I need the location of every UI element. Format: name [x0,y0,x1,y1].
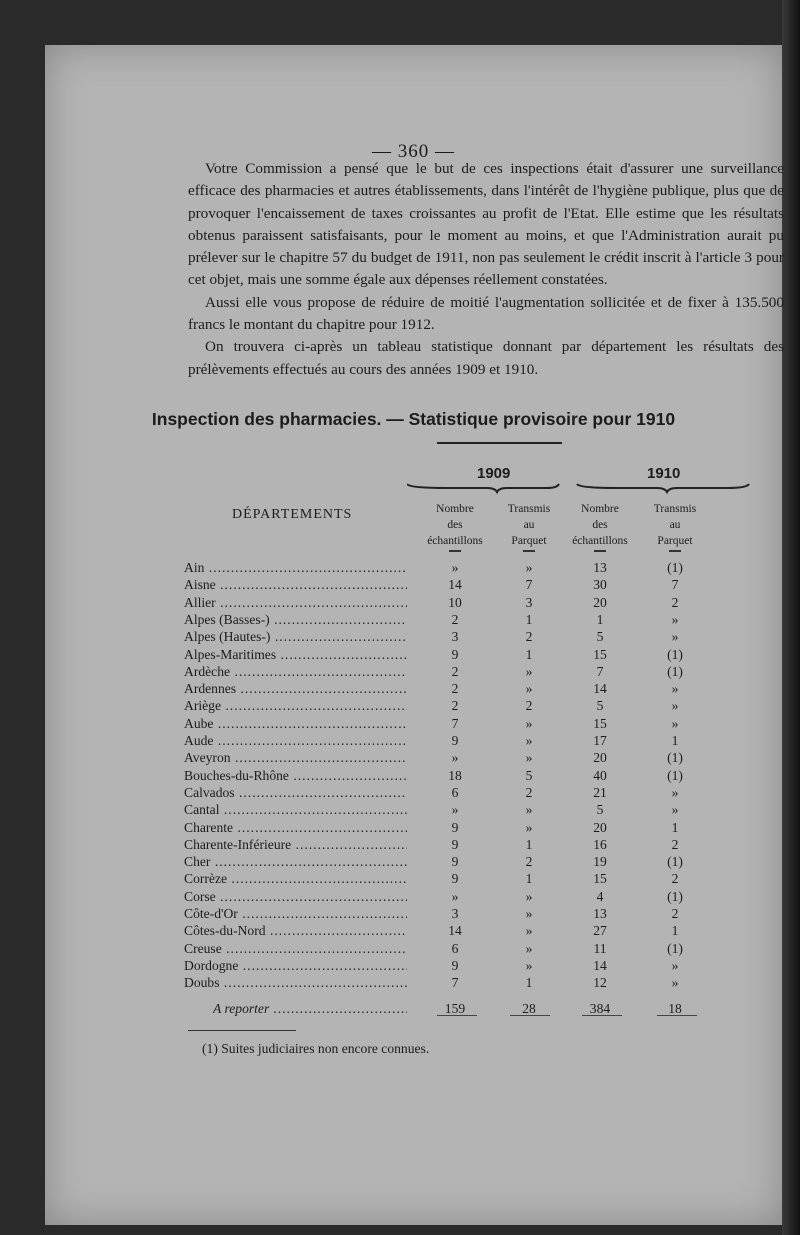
cell-1910-transmitted: 2 [671,906,679,921]
department-name: Corse ..... [184,889,407,905]
cell-1910-samples: 19 [593,854,607,870]
cell-1910-samples: 16 [593,836,607,852]
table-row [45,958,782,975]
year-braces [407,482,775,494]
cell-1909-samples: » [451,888,459,904]
table-row [45,975,782,992]
department-name: Bouches-du-Rhône ..... [184,768,407,784]
department-name: Aube ..... [184,716,407,732]
cell-1910-samples: 14 [593,681,607,697]
cell-1909-samples: 9 [451,957,459,973]
cell-1909-transmitted: 1 [525,975,533,991]
cell-1910-transmitted: (1) [667,560,683,575]
col-header-1910-transmitted: Transmis au Parquet [653,503,697,547]
table-row [45,629,782,646]
page-number: — 360 — [372,141,455,162]
total-label: A reporter ..... [213,1001,407,1017]
cell-1909-samples: 2 [451,611,459,627]
year-1909: 1909 [477,465,511,482]
table-row [45,941,782,958]
department-name: Ardèche ..... [184,664,407,680]
departments-header: DÉPARTEMENTS [232,507,353,522]
cell-1910-samples: 7 [596,663,604,679]
cell-1910-transmitted: » [671,975,679,991]
paragraph-2: Aussi elle vous propose de réduire de moitié l'augmentation sollicitée et de fixer à 135.500 francs le montant du chapitre pour 1912. [188,293,784,334]
department-name: Calvados ..... [184,785,407,801]
department-name: Dordogne ..... [184,958,407,974]
col-header-1909-transmitted: Transmis au Parquet [507,503,551,547]
cell-1909-samples: » [451,802,459,818]
document-page [45,45,782,1225]
cell-1909-samples: 9 [451,646,459,662]
department-name: Allier ..... [184,595,407,611]
total-row [45,1001,782,1018]
cell-1910-transmitted: » [671,802,679,818]
department-name: Charente ..... [184,820,407,836]
department-name: Cher ..... [184,854,407,870]
cell-1910-samples: 20 [593,594,607,610]
paragraph-1: Votre Commission a pensé que le but de ces inspections était d'assurer une surveillance efficace des pharmacies et autres établissements, dans l'intérêt de l'hygiène publique, plus que de provoquer l'encaissement de taxes croissantes au profit de l'Etat. Elle estime que les résultats obtenus paraissent satisfaisants, pour le moment au moins, et que l'Administration aurait pu prélever sur le chapitre 57 du budget de 1911, non pas seulement le crédit inscrit à l'article 3 pour cet objet, mais une somme égale aux dépenses réellement constatées. [188,160,784,289]
cell-1910-transmitted: » [671,698,679,714]
table-title: Inspection des pharmacies. — Statistique provisoire pour 1910 [151,409,676,429]
cell-1909-transmitted: 2 [525,854,533,870]
table-row [45,681,782,698]
cell-1910-samples: 20 [593,750,607,766]
cell-1909-transmitted: 2 [525,784,533,800]
table-row [45,647,782,664]
cell-1909-transmitted: 3 [525,594,533,610]
col-dash [523,550,535,552]
total-1909-transmitted: 28 [522,1001,536,1016]
cell-1910-samples: 17 [593,733,607,748]
department-name: Creuse ..... [184,941,407,957]
table-row [45,802,782,819]
department-name: Corrèze ..... [184,871,407,887]
department-name: Aisne ..... [184,577,407,593]
cell-1909-transmitted: 5 [525,767,533,783]
cell-1910-samples: 40 [593,767,607,783]
cell-1909-samples: 3 [451,906,459,921]
cell-1909-transmitted: » [525,923,533,939]
cell-1910-transmitted: » [671,611,679,627]
cell-1909-transmitted: » [525,663,533,679]
cell-1910-transmitted: 1 [671,819,679,835]
cell-1909-samples: 9 [451,836,459,852]
col-dash [594,550,606,552]
cell-1909-samples: 18 [448,767,462,783]
cell-1910-transmitted: (1) [667,854,683,870]
department-name: Charente-Inférieure ..... [184,837,407,853]
cell-1909-transmitted: 2 [525,698,533,714]
cell-1910-transmitted: 2 [671,594,679,610]
table-row [45,923,782,940]
cell-1910-samples: 20 [593,819,607,835]
cell-1909-transmitted: » [525,819,533,835]
cell-1910-transmitted: 7 [671,577,679,593]
cell-1909-samples: 14 [448,923,462,939]
department-name: Ain ..... [184,560,407,576]
cell-1910-samples: 15 [593,646,607,662]
footnote-rule [188,1030,296,1031]
department-name: Alpes-Maritimes ..... [184,647,407,663]
table-row [45,820,782,837]
cell-1909-transmitted: » [525,906,533,921]
table-row [45,889,782,906]
table-row [45,698,782,715]
cell-1909-samples: 10 [448,594,462,610]
cell-1910-samples: 13 [593,906,607,921]
paragraph-3: On trouvera ci-après un tableau statistique donnant par département les résultats des prélèvements effectués au cours des années 1909 et 1910. [188,338,784,378]
cell-1909-transmitted: » [525,733,533,748]
cell-1909-transmitted: » [525,560,533,575]
table-row [45,595,782,612]
cell-1909-transmitted: 1 [525,646,533,662]
cell-1910-transmitted: (1) [667,646,683,662]
department-name: Ardennes ..... [184,681,407,697]
cell-1910-samples: 15 [593,715,607,731]
body-text [188,158,784,381]
cell-1909-transmitted: 2 [525,629,533,645]
cell-1909-transmitted: 7 [525,577,533,593]
cell-1909-samples: 9 [451,854,459,870]
cell-1909-samples: 7 [451,715,459,731]
cell-1909-transmitted: » [525,715,533,731]
table-row [45,906,782,923]
cell-1909-samples: 2 [451,663,459,679]
col-dash [449,550,461,552]
cell-1910-transmitted: (1) [667,940,683,956]
department-name: Côte-d'Or ..... [184,906,407,922]
table-row [45,664,782,681]
cell-1909-samples: 6 [451,784,459,800]
cell-1910-samples: 13 [593,560,607,575]
cell-1910-samples: 27 [593,923,607,939]
table-row [45,854,782,871]
table-row [45,785,782,802]
footnote: (1) Suites judiciaires non encore connues. [202,1041,430,1056]
department-name: Côtes-du-Nord ..... [184,923,407,939]
cell-1910-samples: 11 [593,940,607,956]
cell-1909-samples: » [451,560,459,575]
cell-1910-transmitted: » [671,715,679,731]
department-name: Alpes (Basses-) ..... [184,612,407,628]
cell-1909-transmitted: 1 [525,611,533,627]
col-header-1909-samples: Nombre des échantillons [427,503,483,547]
cell-1910-samples: 5 [596,802,604,818]
cell-1910-transmitted: » [671,784,679,800]
table-row [45,750,782,767]
table-row [45,837,782,854]
total-1910-transmitted: 18 [668,1001,682,1016]
col-header-1910-samples: Nombre des échantillons [572,503,628,547]
total-1910-samples: 384 [589,1001,611,1016]
cell-1910-transmitted: (1) [667,663,683,679]
table-row [45,733,782,750]
cell-1909-transmitted: » [525,802,533,818]
department-name: Doubs ..... [184,975,407,991]
table-row [45,768,782,785]
cell-1910-samples: 5 [596,629,604,645]
cell-1910-samples: 21 [593,784,607,800]
cell-1910-samples: 15 [593,871,607,887]
title-rule [437,442,562,444]
cell-1910-samples: 14 [593,957,607,973]
cell-1909-samples: 9 [451,871,459,887]
table-row [45,560,782,577]
department-name: Aveyron ..... [184,750,407,766]
cell-1910-samples: 4 [596,888,604,904]
cell-1910-transmitted: 2 [671,836,679,852]
cell-1909-samples: 2 [451,681,459,697]
cell-1909-transmitted: » [525,888,533,904]
year-1910: 1910 [647,465,681,482]
table-row [45,577,782,594]
cell-1909-transmitted: » [525,957,533,973]
col-dash [669,550,681,552]
cell-1909-transmitted: » [525,940,533,956]
cell-1909-transmitted: 1 [525,836,533,852]
cell-1910-transmitted: » [671,629,679,645]
cell-1910-transmitted: (1) [667,767,683,783]
cell-1909-samples: 2 [451,698,459,714]
cell-1910-samples: 5 [596,698,604,714]
department-name: Aude ..... [184,733,407,749]
table-row [45,612,782,629]
cell-1910-transmitted: 1 [671,923,679,939]
department-name: Cantal ..... [184,802,407,818]
cell-1909-samples: 3 [451,629,459,645]
cell-1909-samples: 7 [451,975,459,991]
cell-1910-transmitted: (1) [667,750,683,766]
cell-1909-transmitted: 1 [525,871,533,887]
table-row [45,871,782,888]
scan-edge [782,0,800,1235]
department-name: Alpes (Hautes-) ..... [184,629,407,645]
cell-1910-samples: 12 [593,975,607,991]
department-name: Ariège ..... [184,698,407,714]
cell-1909-samples: 9 [451,819,459,835]
table-row [45,716,782,733]
cell-1909-transmitted: » [525,750,533,766]
total-1909-samples: 159 [444,1001,466,1016]
cell-1909-samples: 6 [451,940,459,956]
cell-1909-samples: 14 [448,577,462,593]
cell-1910-samples: 30 [593,577,607,593]
cell-1909-transmitted: » [525,681,533,697]
cell-1910-transmitted: » [671,957,679,973]
cell-1910-transmitted: 1 [671,733,679,748]
cell-1910-samples: 1 [596,611,604,627]
cell-1909-samples: » [451,750,459,766]
cell-1909-samples: 9 [451,733,459,748]
cell-1910-transmitted: » [671,681,679,697]
cell-1910-transmitted: (1) [667,888,683,904]
cell-1910-transmitted: 2 [671,871,679,887]
